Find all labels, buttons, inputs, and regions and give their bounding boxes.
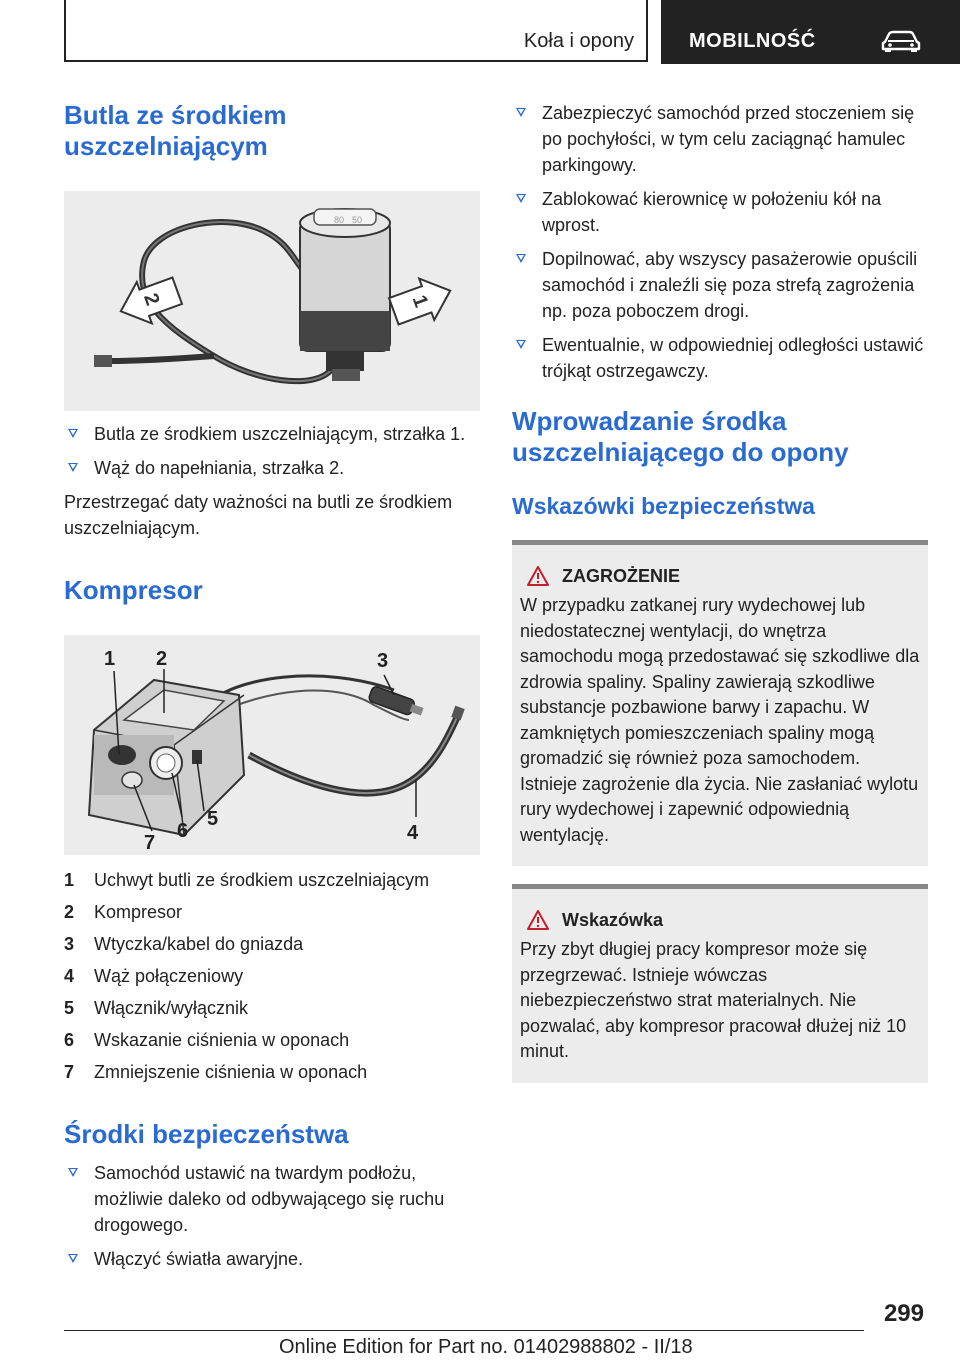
triangle-bullet-icon (68, 463, 78, 472)
list-item: 2 Kompresor (64, 902, 183, 922)
list-item: Butla ze środkiem uszczelniającym, strzałka 1. (64, 421, 480, 447)
sealant-bottle-illustration (64, 191, 480, 411)
section-title: Koła i opony (523, 30, 634, 52)
callout-7: 7 (144, 832, 156, 854)
list-item: 1 Uchwyt butli ze środkiem uszczelniającym (64, 870, 430, 890)
triangle-bullet-icon (516, 340, 526, 349)
bottle-note: Przestrzegać daty ważności na butli ze środkiem uszczelniającym. (64, 492, 453, 538)
heading-safety-tips: Wskazówki bezpieczeństwa (512, 493, 815, 519)
triangle-bullet-icon (68, 1254, 78, 1263)
arrow-1-label: 1 (407, 292, 433, 311)
list-item: Włączyć światła awaryjne. (64, 1246, 480, 1272)
list-item: Wąż do napełniania, strzałka 2. (64, 455, 480, 481)
warning-triangle-icon (526, 909, 550, 931)
bottle-cap-text: 80 (334, 215, 345, 225)
section-tab (64, 0, 648, 62)
danger-title: ZAGROŻENIE (562, 565, 681, 586)
chapter-title: MOBILNOŚĆ (689, 30, 816, 52)
right-column (512, 100, 928, 1083)
footer-edition: Online Edition for Part no. 01402988802 - II/18 (279, 1336, 693, 1358)
bottle-cap-text-2: 50 (352, 215, 363, 225)
footer-divider (64, 1330, 864, 1331)
notice-box (512, 884, 928, 1083)
figure-sealant-bottle (64, 191, 480, 411)
danger-title-row (526, 565, 920, 587)
notice-title: Wskazówka (562, 909, 664, 930)
heading-inject-sealant: Wprowadzanie środka uszczelniającego do opony (512, 406, 849, 467)
list-item: Zablokować kierownicę w położeniu kół na wprost. (512, 186, 928, 238)
arrow-2-label: 2 (139, 290, 164, 309)
callout-1: 1 (104, 648, 116, 670)
compressor-illustration (64, 635, 480, 855)
callout-2: 2 (156, 648, 168, 670)
warning-triangle-icon (526, 565, 550, 587)
heading-compressor: Kompresor (64, 575, 203, 605)
triangle-bullet-icon (68, 1168, 78, 1177)
list-item: Dopilnować, aby wszyscy pasażerowie opuścili samochód i znaleźli się poza strefą zagrożenia np. poza poboczem drogi. (512, 246, 928, 324)
callout-4: 4 (407, 822, 419, 844)
list-item: Zabezpieczyć samochód przed stoczeniem się po pochyłości, w tym celu zaciągnąć hamulec parkingowy. (512, 100, 928, 178)
safety-bullet-list-continued (512, 100, 928, 384)
triangle-bullet-icon (68, 429, 78, 438)
callout-5: 5 (207, 808, 219, 830)
list-item: 7 Zmniejszenie ciśnienia w oponach (64, 1062, 368, 1082)
list-item: 5 Włącznik/wyłącznik (64, 998, 249, 1018)
list-item: 6 Wskazanie ciśnienia w oponach (64, 1030, 350, 1050)
safety-bullet-list (64, 1160, 480, 1272)
triangle-bullet-icon (516, 108, 526, 117)
heading-sealant-bottle: Butla ze środkiem uszczelniającym (64, 100, 287, 161)
left-column (64, 100, 480, 1280)
list-item: Samochód ustawić na twardym podłożu, możliwie daleko od odbywającego się ruchu drogowego. (64, 1160, 480, 1238)
bottle-bullet-list (64, 421, 480, 481)
danger-text: W przypadku zatkanej rury wydechowej lub niedostatecznej wentylacji, do wnętrza samochodu mogą przedostawać się szkodliwe dla zdrowia spaliny. Spaliny zawierają szkodliwe substancje pozbawione barwy i zapachu. W zamkniętych pomieszczeniach spaliny mogą gromadzić się również poza samochodem. Istnieje zagrożenie dla życia. Nie zasłaniać wylotu rury wydechowej i zapewnić odpowiednią wentylację. (520, 595, 920, 845)
callout-3: 3 (377, 650, 389, 672)
triangle-bullet-icon (516, 254, 526, 263)
list-item: Ewentualnie, w odpowiedniej odległości ustawić trójkąt ostrzegawczy. (512, 332, 928, 384)
notice-text: Przy zbyt długiej pracy kompresor może się przegrzewać. Istnieje wówczas niebezpieczeństwo strat materialnych. Nie pozwalać, aby kompresor pracował dłużej niż 10 minut. (520, 939, 907, 1061)
compressor-parts-list (64, 867, 480, 1085)
car-icon (881, 30, 921, 52)
figure-compressor (64, 635, 480, 855)
danger-box (512, 540, 928, 866)
arrow-1-icon (386, 270, 457, 332)
page-number: 299 (883, 1300, 924, 1327)
arrow-2-icon (113, 270, 184, 332)
heading-safety-measures: Środki bezpieczeństwa (64, 1119, 349, 1149)
notice-title-row (526, 909, 920, 931)
list-item: 3 Wtyczka/kabel do gniazda (64, 934, 304, 954)
list-item: 4 Wąż połączeniowy (64, 966, 244, 986)
chapter-tab (661, 0, 960, 64)
callout-6: 6 (177, 820, 189, 842)
page-header (64, 0, 960, 64)
triangle-bullet-icon (516, 194, 526, 203)
